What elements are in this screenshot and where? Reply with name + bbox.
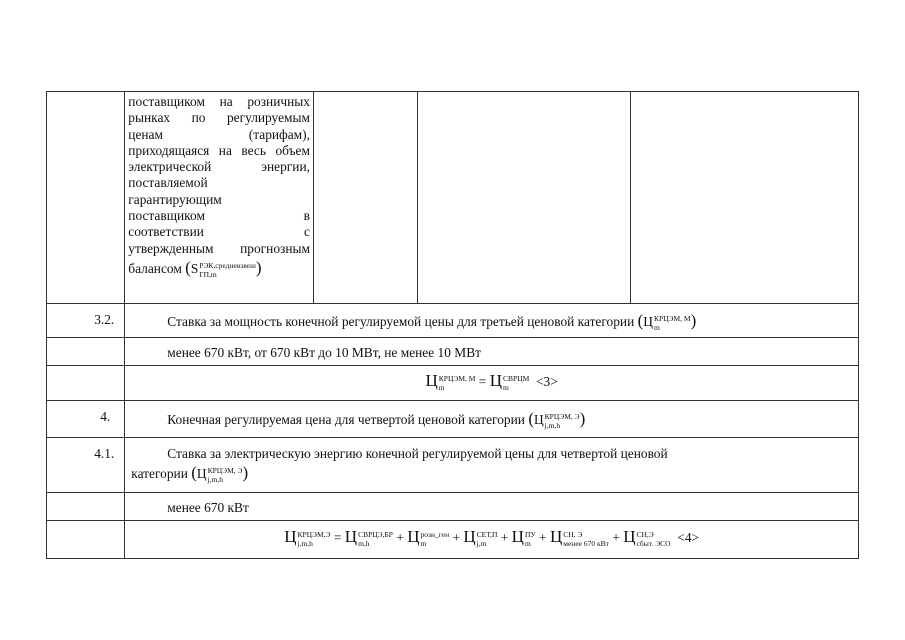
- table-row-4: [47, 401, 859, 438]
- formula-3: [125, 366, 859, 401]
- symbol-sub: сбыт. ЭСО: [636, 538, 671, 548]
- table-row-3-2: [47, 304, 859, 338]
- desc-line: утвержденным прогнозным: [128, 240, 310, 256]
- formula-4: [125, 521, 859, 559]
- symbol-sub: ГП,m: [199, 269, 217, 279]
- desc-line: электрической энергии,: [128, 159, 310, 175]
- row-title: Ставка за мощность конечной регулируемой цены для третьей ценовой категории (Ц КРЦЭМ, М m ): [125, 304, 859, 338]
- desc-text: балансом: [128, 260, 182, 276]
- formula-plus: +: [452, 530, 461, 545]
- footnote-ref: <3>: [535, 374, 558, 389]
- symbol-sub: m: [420, 538, 427, 548]
- symbol-sub: m: [502, 382, 509, 392]
- desc-line: поставщиком на розничных: [128, 94, 310, 109]
- cell-empty: [313, 92, 417, 304]
- formula-equals: =: [333, 530, 342, 545]
- desc-line: ценам (тарифам),: [128, 126, 310, 142]
- cell-empty: [631, 92, 859, 304]
- row-title: Конечная регулируемая цена для четвертой ценовой категории (Ц КРЦЭМ, Э j,m,h ): [125, 401, 859, 438]
- formula-symbol: Ц: [511, 527, 524, 546]
- symbol-sup: КРЦЭМ, М: [653, 313, 691, 323]
- symbol-sup: розн_ген: [420, 529, 450, 539]
- symbol-sup: КРЦЭМ, Э: [544, 411, 580, 421]
- table-row-4-1: [47, 438, 859, 493]
- row-number: 4.: [47, 401, 125, 438]
- symbol-sub: j,m,h: [544, 420, 561, 430]
- symbol-sub: m: [524, 538, 531, 548]
- symbol-sup: СН, Э: [563, 529, 583, 539]
- table-row-4-1-range: [47, 493, 859, 521]
- title-text: Конечная регулируемая цена для четвертой ценовой категории: [167, 412, 525, 427]
- cell-number-empty: [47, 92, 125, 304]
- symbol-sup: СЕТ,П: [476, 529, 498, 539]
- title-line-2: категории (Ц КРЦЭМ, Э j,m,h ): [131, 463, 249, 485]
- row-number: 3.2.: [47, 304, 125, 338]
- symbol-sup: КРЦЭМ, Э: [207, 466, 243, 476]
- formula-symbol: Ц: [425, 371, 438, 390]
- price-symbol: Ц: [533, 412, 544, 427]
- formula-symbol: Ц: [489, 371, 502, 390]
- symbol-sub: m: [653, 322, 660, 332]
- desc-line: рынках по регулируемым: [128, 110, 310, 126]
- desc-line: приходящаяся на весь объем: [128, 142, 310, 158]
- symbol-sup: РЭК,средневзвеш: [199, 260, 256, 270]
- title-text: категории: [131, 466, 188, 482]
- cell-empty: [47, 493, 125, 521]
- formula-plus: +: [539, 530, 547, 545]
- desc-line-last: балансом (S РЭК,средневзвеш ГП,m ): [128, 257, 262, 279]
- row-title: [125, 438, 859, 493]
- table-row-4-1-formula: [47, 521, 859, 559]
- symbol-sup: КРЦЭМ, М: [438, 373, 476, 383]
- table-row-3-2-formula: [47, 366, 859, 401]
- symbol-sub: j,m,h: [297, 538, 313, 548]
- table-row-continuation: [47, 92, 859, 304]
- symbol-sup: СВРЦЭ,БР: [358, 529, 393, 539]
- symbol-sub: m,h: [358, 538, 370, 548]
- formula-symbol: Ц: [463, 527, 476, 546]
- formula-plus: +: [396, 530, 404, 545]
- table-row-3-2-range: [47, 338, 859, 366]
- price-symbol: Ц: [643, 314, 653, 329]
- desc-line: соответствии с: [128, 224, 310, 240]
- cell-empty: [47, 521, 125, 559]
- symbol-sub: j,m,h: [207, 475, 223, 485]
- formula-symbol: Ц: [549, 527, 563, 546]
- formula-symbol: Ц: [344, 527, 358, 546]
- symbol-sup: КРЦЭМ,Э: [297, 529, 331, 539]
- desc-line: гарантирующим: [128, 191, 222, 207]
- formula-plus: +: [500, 530, 509, 545]
- formula-equals: =: [478, 374, 487, 389]
- symbol-sub: j,m: [476, 538, 487, 548]
- formula-symbol: Ц: [284, 527, 297, 546]
- range-text: менее 670 кВт, от 670 кВт до 10 МВт, не менее 10 МВт: [125, 338, 859, 366]
- cell-description: [125, 92, 314, 304]
- cell-empty: [47, 366, 125, 401]
- tariff-table: [46, 91, 859, 559]
- range-text: менее 670 кВт: [125, 493, 859, 521]
- desc-line: поставщиком в: [128, 208, 310, 224]
- desc-line: поставляемой: [128, 175, 208, 191]
- formula-plus: +: [612, 530, 620, 545]
- title-text: Ставка за электрическую энергию конечной регулируемой цены для четвертой ценовой: [167, 446, 668, 461]
- symbol-sup: СВРЦМ: [502, 373, 530, 383]
- symbol-S: S: [190, 260, 199, 276]
- price-symbol: Ц: [196, 466, 207, 482]
- symbol-sub: m: [438, 382, 445, 392]
- symbol-sup: СН,Э: [636, 529, 654, 539]
- cell-empty: [47, 338, 125, 366]
- formula-symbol: Ц: [623, 527, 636, 546]
- row-number: 4.1.: [47, 438, 125, 493]
- symbol-sub: менее 670 кВт: [563, 538, 609, 548]
- formula-symbol: Ц: [407, 527, 420, 546]
- title-text: Ставка за мощность конечной регулируемой цены для третьей ценовой категории: [167, 314, 635, 329]
- cell-empty: [418, 92, 631, 304]
- footnote-ref: <4>: [677, 530, 700, 545]
- symbol-sup: ПУ: [524, 529, 536, 539]
